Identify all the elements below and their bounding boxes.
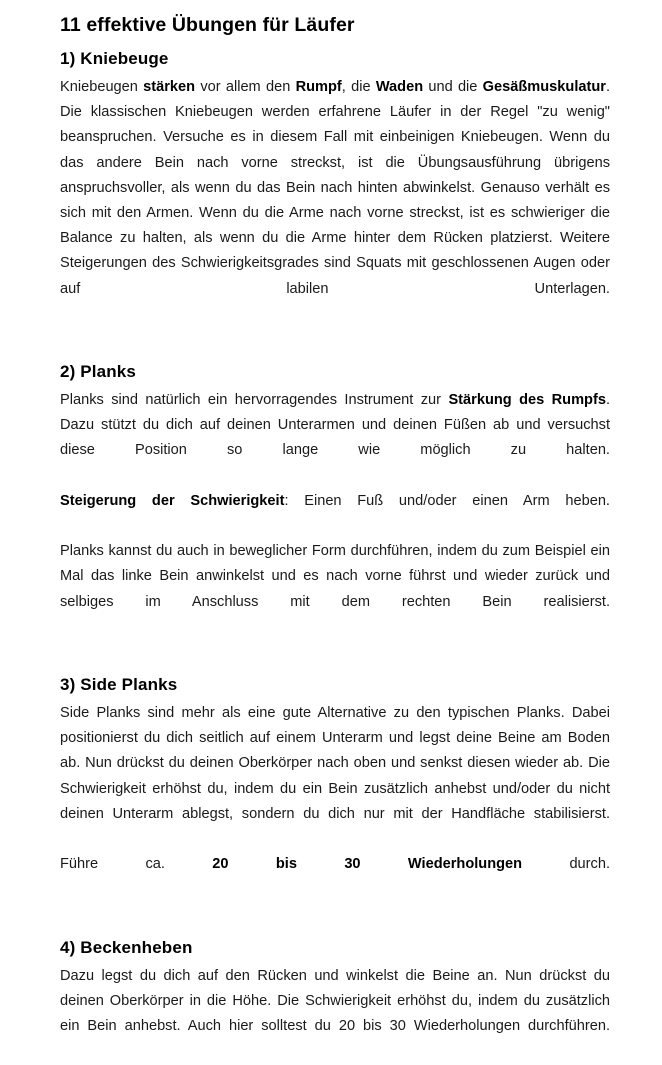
emphasis-text: Steigerung der Schwierigkeit [60, 492, 285, 509]
body-text: vor allem den [195, 79, 296, 95]
body-text: Planks sind natürlich ein hervorragendes Instrument zur [60, 392, 449, 409]
body-text: . Die klassischen Kniebeugen werden erfahrene Läufer in der Regel "zu wenig" beanspruchen. Versuche es in diesem Fall mit einbeinigen Kniebeugen. Wenn du das andere Bein nach vorne streckst, ist die Übungsausführung übrigens anspruchsvoller, als wenn du das Bein nach hinten abwinkelst. Genauso verhält es sich mit den Armen. Wenn du die Arme nach vorne streckst, ist es schwieriger die Balance zu halten, als wenn du die Arme hinter dem Rücken platzierst. Weitere Steigerungen des Schwierigkeitsgrades sind Squats mit geschlossenen Augen oder auf labilen Unterlagen. [60, 79, 611, 297]
sections-container [60, 47, 610, 1065]
section-paragraph [60, 75, 610, 327]
section-heading: 4) Beckenheben [60, 937, 193, 957]
section-heading: 3) Side Planks [60, 675, 178, 695]
section-paragraph [60, 539, 610, 640]
page-title: 11 effektive Übungen für Läufer [60, 14, 355, 36]
body-text: Führe ca. [60, 856, 213, 873]
body-text: Kniebeugen [60, 79, 144, 95]
document-section [60, 936, 610, 1065]
emphasis-text: Gesäßmuskulatur [482, 79, 606, 95]
emphasis-text: 20 bis 30 Wiederholungen [212, 856, 523, 873]
emphasis-text: Stärkung des Rumpfs [448, 392, 606, 409]
emphasis-text: Rumpf [295, 79, 342, 95]
section-paragraph [60, 489, 610, 539]
section-paragraph [60, 852, 610, 902]
section-paragraph [60, 701, 610, 852]
document-section [60, 673, 610, 903]
body-text: . Dazu stützt du dich auf deinen Unterarmen und deinen Füßen ab und versuchst diese Position so lange wie möglich zu halten. [60, 392, 611, 459]
section-paragraph [60, 388, 610, 489]
body-text: , die [341, 79, 376, 95]
body-text: durch. [522, 856, 611, 873]
section-paragraph [60, 964, 610, 1065]
body-text: Dazu legst du dich auf den Rücken und winkelst die Beine an. Nun drückst du deinen Oberkörper in die Höhe. Die Schwierigkeit erhöhst du, indem du zusätzlich ein Bein anhebst. Auch hier solltest du 20 bis 30 Wiederholungen durchführen. [60, 967, 610, 1035]
body-text: Side Planks sind mehr als eine gute Alternative zu den typischen Planks. Dabei positionierst du dich seitlich auf einem Unterarm und legst deine Beine am Boden ab. Nun drückst du deinen Oberkörper nach oben und senkst diesen wieder ab. Die Schwierigkeit erhöhst du, indem du ein Bein zusätzlich anhebst und/oder du nicht deinen Unterarm ablegst, sondern du dich nur mit der Handfläche stabilisierst. [60, 705, 610, 822]
section-heading: 1) Kniebeuge [60, 49, 169, 68]
emphasis-text: Waden [375, 79, 424, 95]
body-text: Planks kannst du auch in beweglicher Form durchführen, indem du zum Beispiel ein Mal das linke Bein anwinkelst und es nach vorne führst und wieder zurück und selbiges im Anschluss mit dem rechten Bein realisierst. [60, 543, 610, 610]
document-section [60, 47, 610, 327]
document-section [60, 360, 610, 640]
emphasis-text: stärken [143, 79, 196, 95]
body-text: und die [423, 79, 483, 95]
section-heading: 2) Planks [60, 362, 136, 382]
body-text: : Einen Fuß und/oder einen Arm heben. [284, 492, 610, 509]
